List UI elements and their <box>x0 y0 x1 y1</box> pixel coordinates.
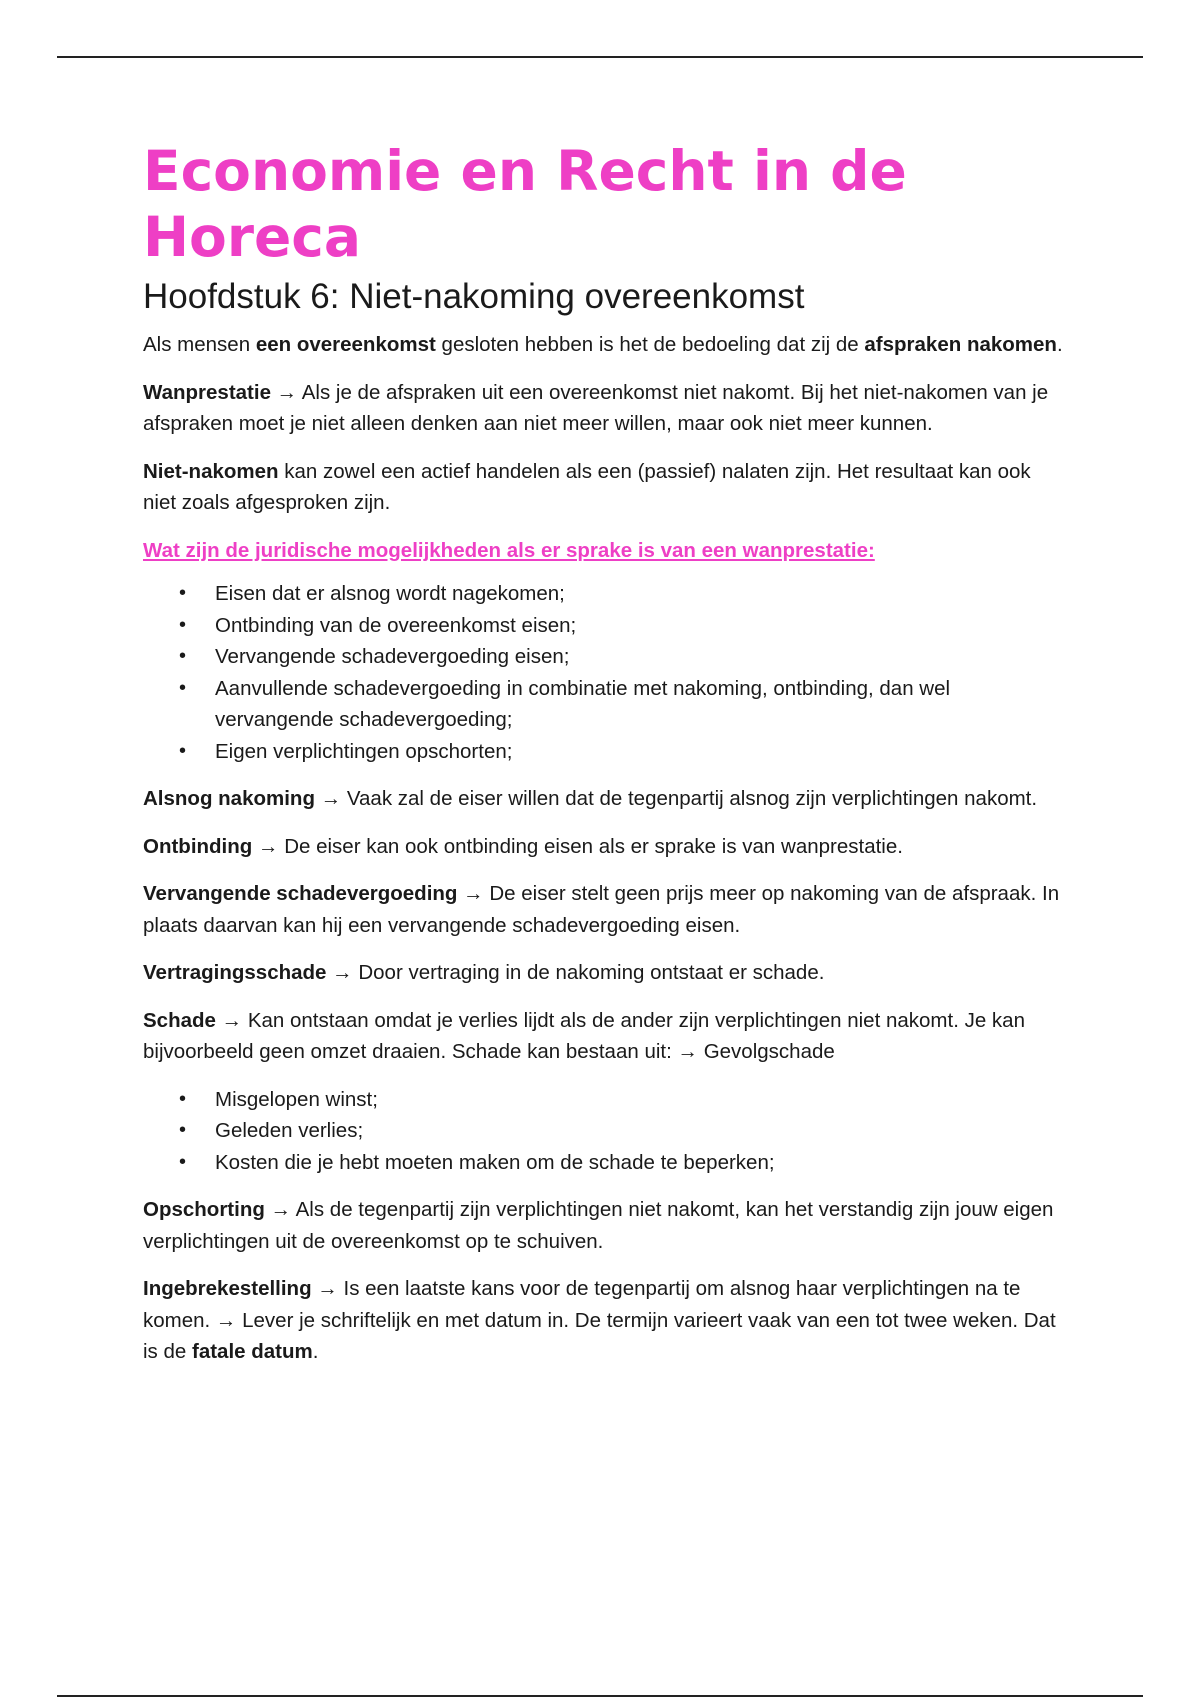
vertraging-definition: Door vertraging in de nakoming ontstaat er schade. <box>352 961 825 984</box>
vervangende-definition: De eiser stelt geen prijs meer op nakoming van de afspraak. In plaats daarvan kan hij een vervangende schadevergoeding eisen. <box>143 882 1060 937</box>
ontbinding-paragraph <box>143 831 1063 863</box>
arrow-icon: → <box>270 1198 292 1221</box>
bullet-icon: • <box>179 739 187 762</box>
vertraging-paragraph <box>143 957 1063 989</box>
alsnog-nakoming-paragraph <box>143 783 1063 815</box>
list-item <box>143 641 1063 673</box>
term-fatale-datum: fatale datum <box>192 1340 313 1363</box>
wanprestatie-paragraph <box>143 377 1063 440</box>
term-wanprestatie: Wanprestatie <box>143 380 271 404</box>
ontbinding-definition: De eiser kan ook ontbinding eisen als er sprake is van wanprestatie. <box>278 834 903 858</box>
vervangende-paragraph <box>143 878 1063 941</box>
intro-paragraph <box>143 329 1063 361</box>
list-item-text: Aanvullende schadevergoeding in combinatie met nakoming, ontbinding, dan wel vervangende schadevergoeding; <box>215 676 951 731</box>
list-item <box>143 736 1063 768</box>
term-vervangende-schadevergoeding: Vervangende schadevergoeding <box>143 882 458 905</box>
schade-definition: Kan ontstaan omdat je verlies lijdt als de ander zijn verplichtingen niet nakomt. Je kan bijvoorbeeld geen omzet draaien. Schade kan bestaan uit: <box>143 1008 1025 1063</box>
arrow-icon: → <box>463 882 484 905</box>
intro-text-1: Als mensen <box>143 333 256 356</box>
list-item-text: Eisen dat er alsnog wordt nagekomen; <box>215 582 565 605</box>
niet-nakomen-definition: kan zowel een actief handelen als een (passief) nalaten zijn. Het resultaat kan ook niet zoals afgesproken zijn. <box>143 459 1031 514</box>
list-item <box>143 1084 1063 1116</box>
intro-bold-afspraken: afspraken nakomen <box>864 333 1057 356</box>
opschorting-definition: Als de tegenpartij zijn verplichtingen niet nakomt, kan het verstandig zijn jouw eigen verplichtingen uit de overeenkomst op te schuiven. <box>143 1198 1054 1253</box>
arrow-icon: → <box>317 1277 338 1300</box>
chapter-heading: Hoofdstuk 6: Niet-nakoming overeenkomst <box>143 277 805 316</box>
mogelijkheden-heading-link[interactable]: Wat zijn de juridische mogelijkheden als er sprake is van een wanprestatie: <box>143 538 875 562</box>
mogelijkheden-list <box>143 578 1063 767</box>
arrow-icon: → <box>677 1040 699 1063</box>
footer-rule <box>57 1695 1143 1697</box>
wanprestatie-definition: Als je de afspraken uit een overeenkomst niet nakomt. Bij het niet-nakomen van je afspraken moet je niet alleen denken aan niet meer willen, maar ook niet meer kunnen. <box>143 380 1049 435</box>
term-ingebrekestelling: Ingebrekestelling <box>143 1277 312 1300</box>
arrow-icon: → <box>332 961 353 984</box>
term-ontbinding: Ontbinding <box>143 834 253 858</box>
bullet-icon: • <box>179 1087 187 1110</box>
arrow-icon: → <box>320 787 342 810</box>
bullet-icon: • <box>179 645 187 667</box>
list-item <box>143 673 1063 736</box>
term-opschorting: Opschorting <box>143 1198 265 1221</box>
ingebrekestelling-paragraph <box>143 1273 1063 1368</box>
list-item <box>143 578 1063 610</box>
bullet-icon: • <box>179 582 187 604</box>
list-item-text: Geleden verlies; <box>215 1119 364 1142</box>
bullet-icon: • <box>179 1119 187 1141</box>
document-title: Economie en Recht in de Horeca <box>143 139 907 269</box>
schade-list <box>143 1084 1063 1179</box>
term-schade: Schade <box>143 1008 216 1032</box>
intro-bold-overeenkomst: een overeenkomst <box>255 333 436 356</box>
term-vertragingsschade: Vertragingsschade <box>143 961 327 984</box>
ingebrekestelling-detail: Lever je schriftelijk en met datum in. De termijn varieert vaak van een tot twee weken. Dat is de <box>143 1308 1056 1363</box>
ingebrekestelling-definition: Is een laatste kans voor de tegenpartij om alsnog haar verplichtingen na te komen. <box>143 1277 1021 1332</box>
list-item <box>143 610 1063 642</box>
arrow-icon: → <box>215 1308 237 1332</box>
list-item-text: Ontbinding van de overeenkomst eisen; <box>215 613 577 637</box>
opschorting-paragraph <box>143 1194 1063 1257</box>
schade-paragraph <box>143 1005 1063 1068</box>
intro-text-3: . <box>1056 333 1063 356</box>
list-item <box>143 1115 1063 1147</box>
niet-nakomen-paragraph <box>143 456 1063 519</box>
bullet-icon: • <box>179 613 187 636</box>
schade-gevolgschade: Gevolgschade <box>698 1040 835 1063</box>
arrow-icon: → <box>221 1008 243 1032</box>
arrow-icon: → <box>258 834 279 858</box>
header-rule <box>57 56 1143 58</box>
list-item-text: Kosten die je hebt moeten maken om de schade te beperken; <box>215 1150 775 1174</box>
term-alsnog-nakoming: Alsnog nakoming <box>143 787 315 810</box>
alsnog-nakoming-definition: Vaak zal de eiser willen dat de tegenpartij alsnog zijn verplichtingen nakomt. <box>341 787 1038 810</box>
intro-text-2: gesloten hebben is het de bedoeling dat zij de <box>435 333 865 356</box>
list-item-text: Eigen verplichtingen opschorten; <box>215 739 513 763</box>
term-niet-nakomen: Niet-nakomen <box>143 459 279 483</box>
list-item-text: Vervangende schadevergoeding eisen; <box>215 645 570 668</box>
ingebrekestelling-end: . <box>312 1340 319 1363</box>
bullet-icon: • <box>179 1150 187 1173</box>
bullet-icon: • <box>179 676 187 699</box>
list-item <box>143 1147 1063 1179</box>
arrow-icon: → <box>276 380 298 404</box>
list-item-text: Misgelopen winst; <box>215 1087 378 1111</box>
document-body <box>143 138 1063 1384</box>
